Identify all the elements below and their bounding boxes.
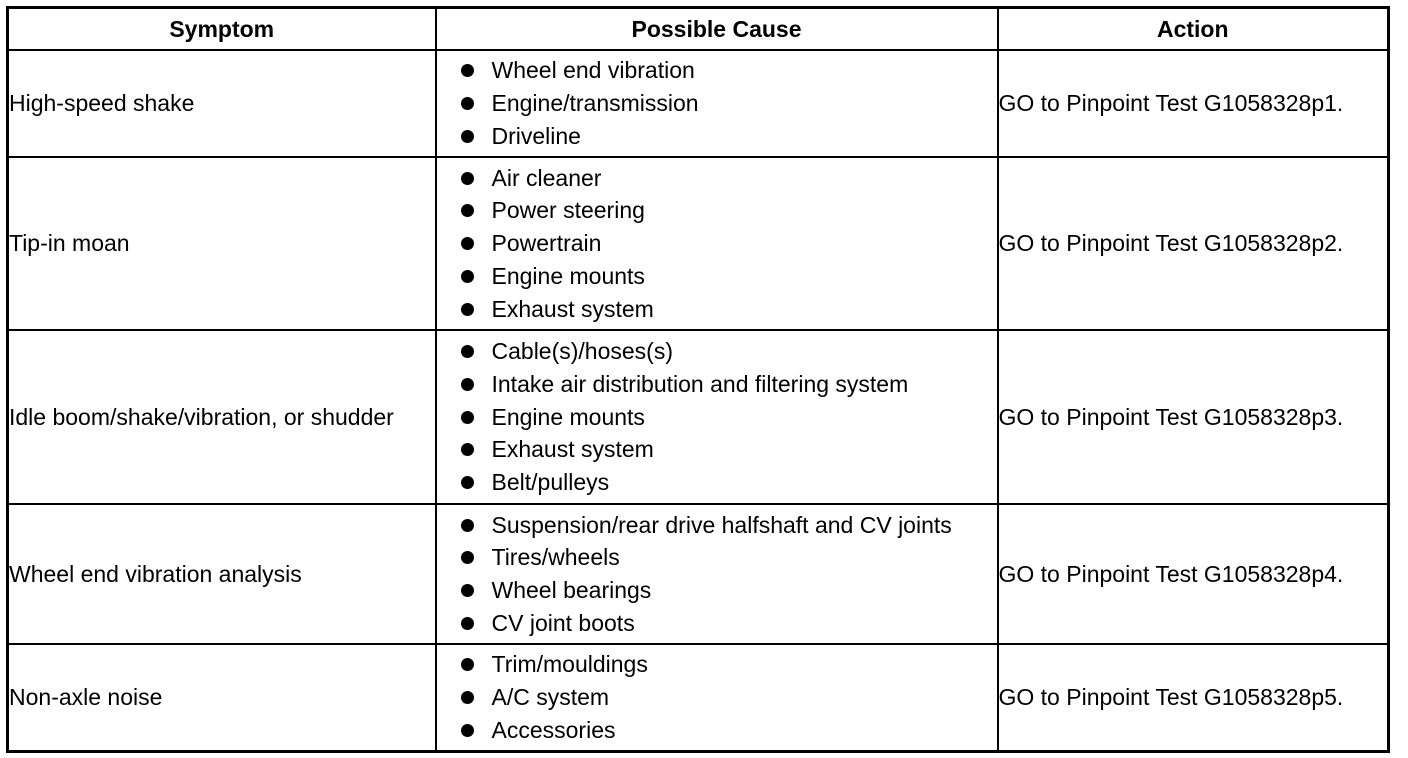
- symptom-cell: Idle boom/shake/vibration, or shudder: [8, 330, 436, 504]
- cause-item: [437, 194, 997, 227]
- cause-label: Driveline: [491, 122, 581, 149]
- bullet-icon: [461, 617, 474, 630]
- symptom-cell: High-speed shake: [8, 50, 436, 157]
- bullet-icon: [461, 237, 474, 250]
- header-row: [8, 8, 1389, 51]
- cause-item: [437, 509, 997, 542]
- cause-item: [437, 54, 997, 87]
- bullet-icon: [461, 443, 474, 456]
- cause-list: [437, 648, 997, 746]
- bullet-icon: [461, 172, 474, 185]
- cause-item: [437, 433, 997, 466]
- cause-label: Exhaust system: [491, 295, 654, 322]
- cause-item: [437, 227, 997, 260]
- cause-item: [437, 120, 997, 153]
- cause-item: [437, 681, 997, 714]
- cause-label: Trim/mouldings: [491, 651, 648, 678]
- bullet-icon: [461, 97, 474, 110]
- symptom-cell: Tip-in moan: [8, 157, 436, 330]
- cause-label: Powertrain: [491, 230, 602, 257]
- cause-label: Intake air distribution and filtering system: [491, 370, 909, 397]
- header-action: Action: [998, 8, 1389, 51]
- cause-item: [437, 648, 997, 681]
- bullet-icon: [461, 303, 474, 316]
- bullet-icon: [461, 411, 474, 424]
- cause-label: CV joint boots: [491, 609, 635, 636]
- cause-label: Wheel bearings: [491, 577, 652, 603]
- cause-item: [437, 401, 997, 434]
- cause-cell: [436, 644, 998, 751]
- cause-list: [437, 54, 997, 152]
- cause-list: [437, 509, 997, 640]
- bullet-icon: [461, 551, 474, 564]
- cause-item: [437, 466, 997, 499]
- cause-label: Engine/transmission: [491, 90, 699, 117]
- cause-item: [437, 714, 997, 747]
- bullet-icon: [461, 724, 474, 737]
- cause-label: Cable(s)/hoses(s): [491, 338, 673, 365]
- cause-label: Engine mounts: [491, 262, 645, 289]
- action-cell: GO to Pinpoint Test G1058328p1.: [998, 50, 1389, 157]
- header-possible-cause: Possible Cause: [436, 8, 998, 51]
- table-row: [8, 330, 1389, 504]
- symptom-cell: Non-axle noise: [8, 644, 436, 751]
- bullet-icon: [461, 658, 474, 671]
- bullet-icon: [461, 519, 474, 532]
- cause-cell: [436, 330, 998, 504]
- action-cell: GO to Pinpoint Test G1058328p3.: [998, 330, 1389, 504]
- table-row: [8, 504, 1389, 644]
- action-cell: GO to Pinpoint Test G1058328p5.: [998, 644, 1389, 751]
- cause-item: [437, 293, 997, 326]
- cause-label: Tires/wheels: [491, 544, 620, 571]
- symptom-cell: Wheel end vibration analysis: [8, 504, 436, 644]
- cause-label: Power steering: [491, 197, 645, 224]
- cause-item: [437, 574, 997, 607]
- cause-item: [437, 335, 997, 368]
- bullet-icon: [461, 204, 474, 217]
- cause-cell: [436, 504, 998, 644]
- cause-item: [437, 368, 997, 401]
- cause-list: [437, 162, 997, 326]
- bullet-icon: [461, 270, 474, 283]
- bullet-icon: [461, 345, 474, 358]
- table-row: [8, 157, 1389, 330]
- cause-label: A/C system: [491, 683, 610, 710]
- action-cell: GO to Pinpoint Test G1058328p2.: [998, 157, 1389, 330]
- cause-label: Wheel end vibration: [491, 57, 695, 84]
- cause-label: Exhaust system: [491, 436, 654, 463]
- bullet-icon: [461, 691, 474, 704]
- cause-item: [437, 607, 997, 640]
- cause-item: [437, 87, 997, 120]
- cause-label: Suspension/rear drive halfshaft and CV joints: [491, 511, 952, 538]
- bullet-icon: [461, 130, 474, 143]
- bullet-icon: [461, 64, 474, 77]
- cause-label: Belt/pulleys: [491, 469, 610, 496]
- cause-label: Engine mounts: [491, 403, 645, 430]
- cause-label: Air cleaner: [491, 164, 602, 191]
- table-row: [8, 644, 1389, 751]
- cause-cell: [436, 50, 998, 157]
- cause-list: [437, 335, 997, 499]
- bullet-icon: [461, 476, 474, 489]
- cause-item: [437, 162, 997, 195]
- symptom-chart-table: [6, 6, 1390, 753]
- action-cell: GO to Pinpoint Test G1058328p4.: [998, 504, 1389, 644]
- cause-cell: [436, 157, 998, 330]
- cause-item: [437, 541, 997, 574]
- cause-item: [437, 260, 997, 293]
- bullet-icon: [461, 378, 474, 391]
- cause-label: Accessories: [491, 716, 616, 743]
- header-symptom: Symptom: [8, 8, 436, 51]
- table-row: [8, 50, 1389, 157]
- bullet-icon: [461, 584, 474, 597]
